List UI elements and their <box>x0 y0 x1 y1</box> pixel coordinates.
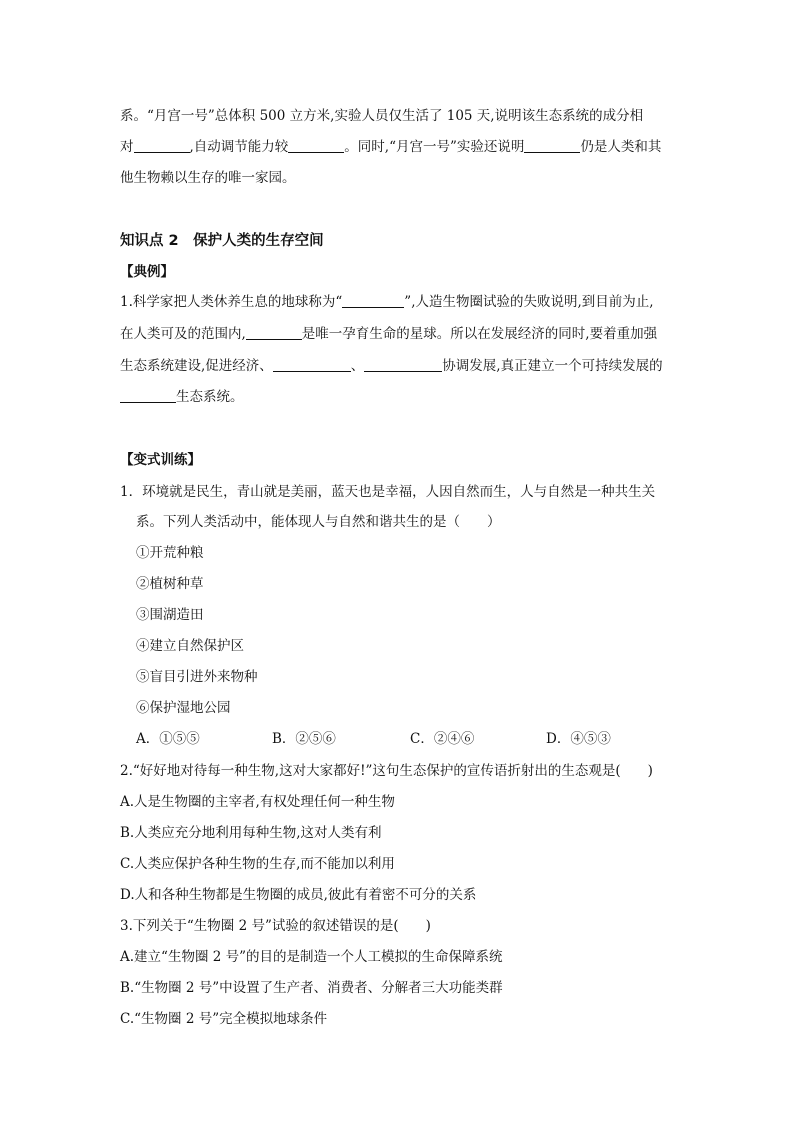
example-text: ”,人造生物圈试验的失败说明,到目前为止, <box>404 294 654 310</box>
fill-blank[interactable] <box>273 357 351 372</box>
intro-line-2 <box>120 135 661 155</box>
fill-blank[interactable] <box>120 388 176 403</box>
q1-choice-a[interactable]: A．①⑤⑤ <box>136 731 200 747</box>
example-text: 、 <box>350 358 365 374</box>
q2-option-b[interactable]: B.人类应充分地利用每种生物,这对人类有利 <box>120 825 382 841</box>
example-text: 生态系统。 <box>176 389 244 405</box>
q1-item: ②植树种草 <box>136 576 204 592</box>
q3-option-b[interactable]: B.“生物圈 2 号”中设置了生产者、消费者、分解者三大功能类群 <box>120 980 503 996</box>
intro-text: ,自动调节能力较 <box>189 139 289 155</box>
q1-item: ①开荒种粮 <box>136 545 204 561</box>
practice-label: 【变式训练】 <box>120 452 201 468</box>
q1-item: ③围湖造田 <box>136 607 204 623</box>
example-line-4 <box>120 385 244 405</box>
q1-choice-c[interactable]: C．②④⑥ <box>410 731 475 747</box>
q3-option-a[interactable]: A.建立“生物圈 2 号”的目的是制造一个人工模拟的生命保障系统 <box>120 949 503 965</box>
intro-text: 仍是人类和其 <box>580 139 662 155</box>
fill-blank[interactable] <box>134 138 190 153</box>
q1-choice-b[interactable]: B．②⑤⑥ <box>272 731 336 747</box>
q1-stem-line-2: 系。下列人类活动中，能体现人与自然和谐共生的是（ ） <box>136 514 501 530</box>
fill-blank[interactable] <box>246 325 302 340</box>
q1-item: ⑥保护湿地公园 <box>136 700 231 716</box>
example-text: 1.科学家把人类休养生息的地球称为“ <box>120 294 343 310</box>
example-line-3 <box>120 354 663 374</box>
q1-stem-line-1: 1．环境就是民生，青山就是美丽，蓝天也是幸福，人因自然而生，人与自然是一种共生关 <box>120 484 656 500</box>
fill-blank[interactable] <box>524 138 580 153</box>
q2-option-a[interactable]: A.人是生物圈的主宰者,有权处理任何一种生物 <box>120 794 395 810</box>
example-text: 协调发展,真正建立一个可持续发展的 <box>442 358 663 374</box>
fill-blank[interactable] <box>364 357 442 372</box>
q1-item: ⑤盲目引进外来物种 <box>136 669 258 685</box>
example-text: 在人类可及的范围内, <box>120 326 246 342</box>
intro-line-3: 他生物赖以生存的唯一家园。 <box>120 170 296 186</box>
q2-option-c[interactable]: C.人类应保护各种生物的生存,而不能加以利用 <box>120 856 395 872</box>
q3-stem: 3.下列关于“生物圈 2 号”试验的叙述错误的是( ) <box>120 918 431 934</box>
q2-stem: 2.“好好地对待每一种生物,这对大家都好!”这句生态保护的宣传语折射出的生态观是( ) <box>120 763 653 779</box>
q1-item: ④建立自然保护区 <box>136 638 244 654</box>
intro-text: 。同时,“月宫一号”实验还说明 <box>344 139 525 155</box>
intro-line-1: 系。“月宫一号”总体积 500 立方米,实验人员仅生活了 105 天,说明该生态系统的成分相 <box>120 108 644 124</box>
q2-option-d[interactable]: D.人和各种生物都是生物圈的成员,彼此有着密不可分的关系 <box>120 887 477 903</box>
example-text: 生态系统建设,促进经济、 <box>120 358 273 374</box>
section-heading: 知识点 2 保护人类的生存空间 <box>120 233 324 249</box>
q1-choice-d[interactable]: D．④⑤③ <box>546 731 611 747</box>
example-line-2 <box>120 322 657 342</box>
fill-blank[interactable] <box>342 293 404 308</box>
example-line-1 <box>120 290 654 310</box>
example-label: 【典例】 <box>120 264 174 280</box>
q3-option-c[interactable]: C.“生物圈 2 号”完全模拟地球条件 <box>120 1011 328 1027</box>
intro-text: 对 <box>120 139 134 155</box>
fill-blank[interactable] <box>288 138 344 153</box>
example-text: 是唯一孕育生命的星球。所以在发展经济的同时,要着重加强 <box>301 326 658 342</box>
